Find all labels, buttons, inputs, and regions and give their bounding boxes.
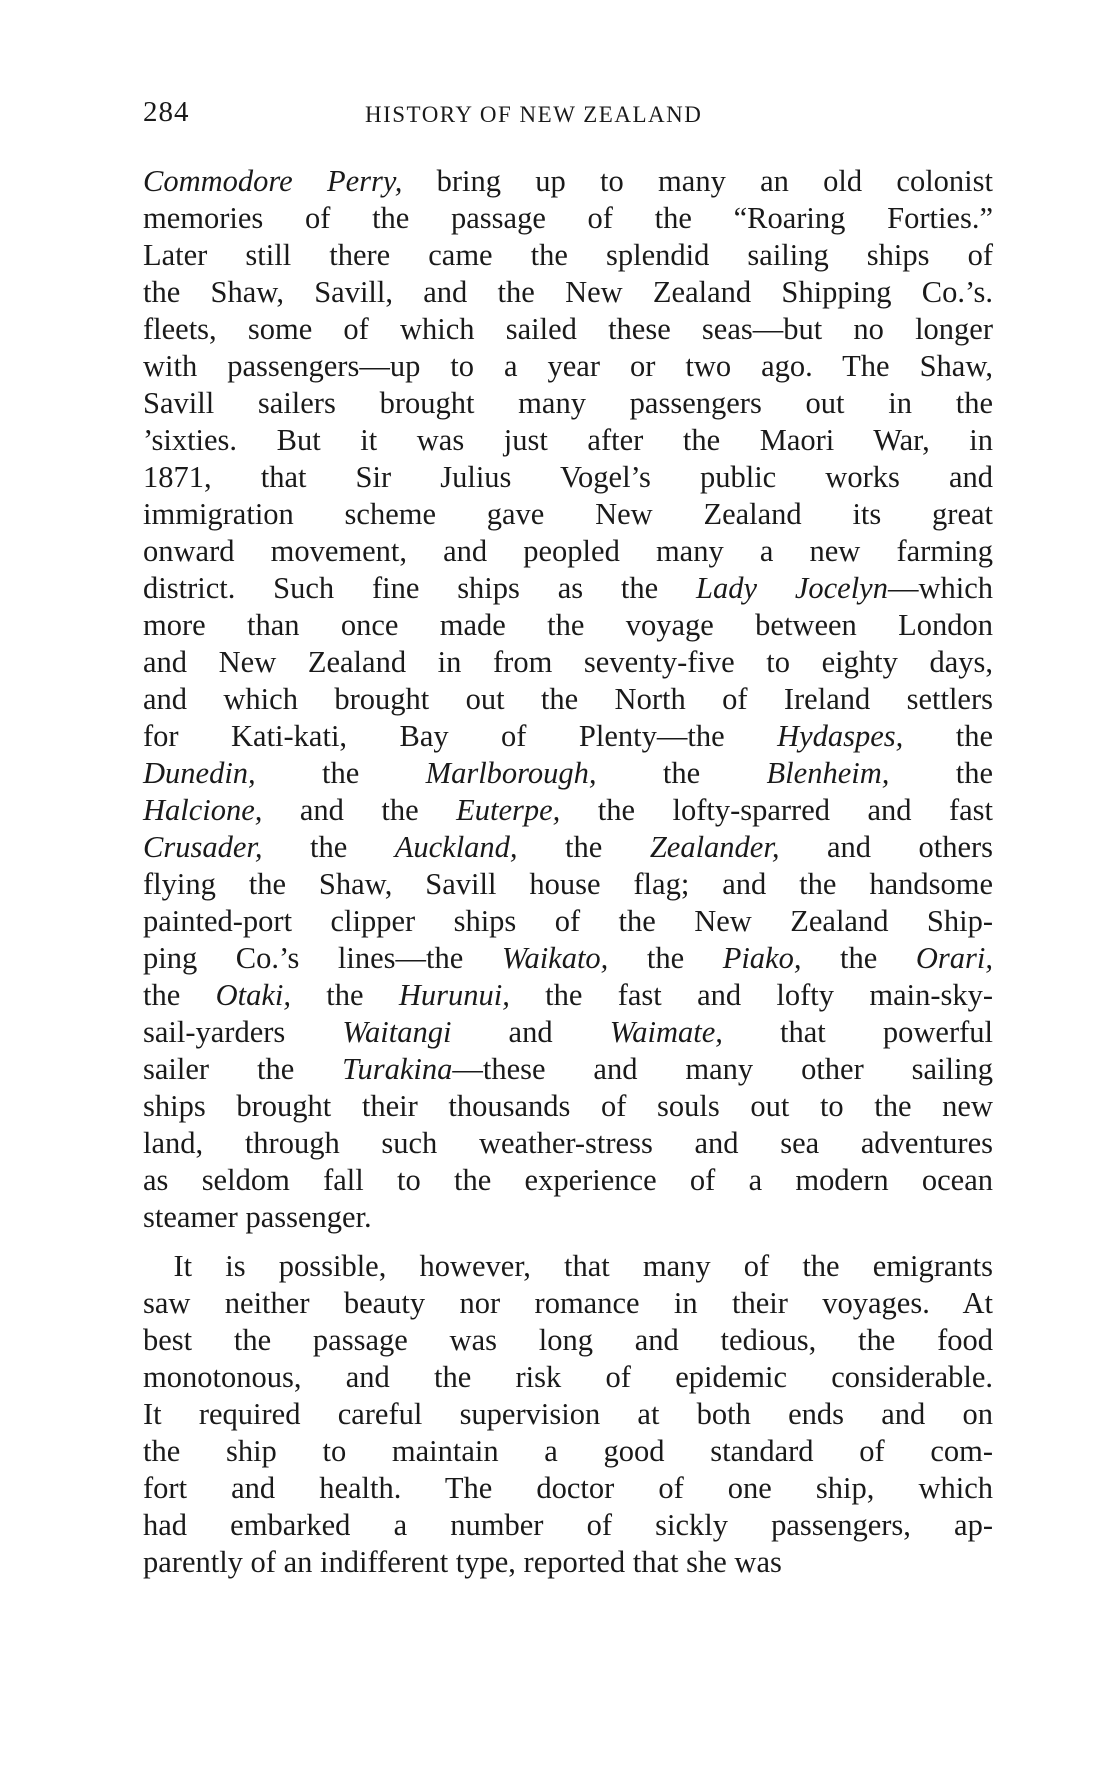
text-line [143, 237, 993, 274]
text-segment: parently of an indifferent type, reported that she was [143, 1545, 782, 1579]
text-segment: with passengers—up to a year or two ago. The Shaw, [143, 349, 993, 383]
italic-text: Waikato, [501, 941, 609, 975]
text-segment: the [889, 756, 993, 790]
text-segment: and [451, 1015, 610, 1049]
text-line [143, 385, 993, 422]
text-line [143, 718, 993, 755]
text-line [143, 1396, 993, 1433]
text-line [143, 866, 993, 903]
text-segment: the [262, 830, 395, 864]
text-segment: —these and many other sailing [452, 1052, 994, 1086]
page-header [143, 96, 993, 136]
text-segment: the lofty-sparred and fast [560, 793, 993, 827]
text-segment: steamer passenger. [143, 1200, 372, 1234]
text-line [143, 792, 993, 829]
text-segment: the [143, 978, 216, 1012]
text-segment: ’sixties. But it was just after the Maori War, in [143, 423, 993, 457]
text-segment: and the [262, 793, 457, 827]
text-line [143, 200, 993, 237]
text-segment: the [608, 941, 723, 975]
text-line [143, 163, 993, 200]
text-segment: ping Co.’s lines—the [143, 941, 502, 975]
text-segment: —which [887, 571, 993, 605]
text-line [143, 533, 993, 570]
text-segment: 1871, that Sir Julius Vogel’s public works and [143, 460, 993, 494]
text-line [143, 1248, 993, 1285]
italic-text: Blenheim, [766, 756, 890, 790]
text-segment: monotonous, and the risk of epidemic considerable. [143, 1360, 993, 1394]
text-segment: and others [779, 830, 994, 864]
text-line [143, 644, 993, 681]
italic-text: Marlborough, [425, 756, 597, 790]
text-segment: as seldom fall to the experience of a modern ocean [143, 1163, 993, 1197]
text-line [143, 1199, 993, 1236]
text-segment: land, through such weather-stress and sea adventures [143, 1126, 993, 1160]
italic-text: Hydaspes, [777, 719, 904, 753]
text-segment: memories of the passage of the “Roaring Forties.” [143, 201, 993, 235]
italic-text: Auckland, [394, 830, 518, 864]
italic-text: Turakina [342, 1052, 453, 1086]
paragraph [143, 163, 993, 1236]
text-line [143, 903, 993, 940]
text-segment: had embarked a number of sickly passengers, ap- [143, 1508, 993, 1542]
running-title: HISTORY OF NEW ZEALAND [365, 102, 703, 127]
text-segment: fleets, some of which sailed these seas—but no longer [143, 312, 993, 346]
text-line [143, 1088, 993, 1125]
italic-text: Lady Jocelyn [696, 571, 888, 605]
text-line [143, 1125, 993, 1162]
text-line [143, 1162, 993, 1199]
text-line [143, 977, 993, 1014]
italic-text: Waitangi [342, 1015, 452, 1049]
paragraph [143, 1248, 993, 1581]
italic-text: Waimate, [609, 1015, 723, 1049]
text-line [143, 1014, 993, 1051]
text-line [143, 1322, 993, 1359]
text-line [143, 348, 993, 385]
text-segment: best the passage was long and tedious, the food [143, 1323, 993, 1357]
italic-text: Orari, [915, 941, 993, 975]
text-segment: the ship to maintain a good standard of com- [143, 1434, 993, 1468]
page-number: 284 [143, 96, 190, 128]
text-segment: the [903, 719, 994, 753]
text-line [143, 1433, 993, 1470]
text-segment: fort and health. The doctor of one ship, which [143, 1471, 993, 1505]
text-line [143, 274, 993, 311]
text-line [143, 311, 993, 348]
text-segment: the Shaw, Savill, and the New Zealand Shipping Co.’s. [143, 275, 993, 309]
text-segment: the [596, 756, 767, 790]
text-segment: It is possible, however, that many of the emigrants [143, 1249, 993, 1283]
text-line [143, 755, 993, 792]
text-segment: immigration scheme gave New Zealand its great [143, 497, 993, 531]
text-segment: and New Zealand in from seventy-five to eighty days, [143, 645, 993, 679]
text-line [143, 681, 993, 718]
paragraph-gap [143, 1236, 993, 1248]
text-segment: sail-yarders [143, 1015, 343, 1049]
text-segment: saw neither beauty nor romance in their voyages. At [143, 1286, 993, 1320]
text-line [143, 1359, 993, 1396]
text-line [143, 496, 993, 533]
text-line [143, 607, 993, 644]
italic-text: Hurunui, [398, 978, 510, 1012]
text-line [143, 1051, 993, 1088]
text-line [143, 570, 993, 607]
text-segment: for Kati-kati, Bay of Plenty—the [143, 719, 778, 753]
text-segment: the [290, 978, 399, 1012]
text-line [143, 1285, 993, 1322]
text-line [143, 459, 993, 496]
italic-text: Halcione, [143, 793, 263, 827]
text-segment: the [801, 941, 916, 975]
text-segment: flying the Shaw, Savill house flag; and the handsome [143, 867, 993, 901]
text-line [143, 940, 993, 977]
text-segment: onward movement, and peopled many a new farming [143, 534, 993, 568]
text-segment: the fast and lofty main-sky- [509, 978, 994, 1012]
text-segment: It required careful supervision at both ends and on [143, 1397, 993, 1431]
text-line [143, 1544, 993, 1581]
italic-text: Crusader, [143, 830, 263, 864]
text-segment: Later still there came the splendid sailing ships of [143, 238, 993, 272]
italic-text: Piako, [722, 941, 802, 975]
text-segment: that powerful [722, 1015, 993, 1049]
text-line [143, 829, 993, 866]
italic-text: Commodore Perry, [143, 164, 403, 198]
text-segment: ships brought their thousands of souls out to the new [143, 1089, 993, 1123]
text-segment: Savill sailers brought many passengers out in the [143, 386, 993, 420]
text-segment: district. Such fine ships as the [143, 571, 697, 605]
italic-text: Dunedin, [143, 756, 256, 790]
text-line [143, 1507, 993, 1544]
text-segment: the [517, 830, 650, 864]
text-segment: and which brought out the North of Ireland settlers [143, 682, 993, 716]
italic-text: Otaki, [215, 978, 291, 1012]
italic-text: Euterpe, [456, 793, 561, 827]
text-segment: the [255, 756, 426, 790]
text-line [143, 422, 993, 459]
text-segment: sailer the [143, 1052, 343, 1086]
text-segment: more than once made the voyage between London [143, 608, 993, 642]
text-line [143, 1470, 993, 1507]
text-segment: bring up to many an old colonist [402, 164, 993, 198]
italic-text: Zealander, [649, 830, 780, 864]
body-text [143, 163, 993, 1581]
text-segment: painted-port clipper ships of the New Zealand Ship- [143, 904, 993, 938]
